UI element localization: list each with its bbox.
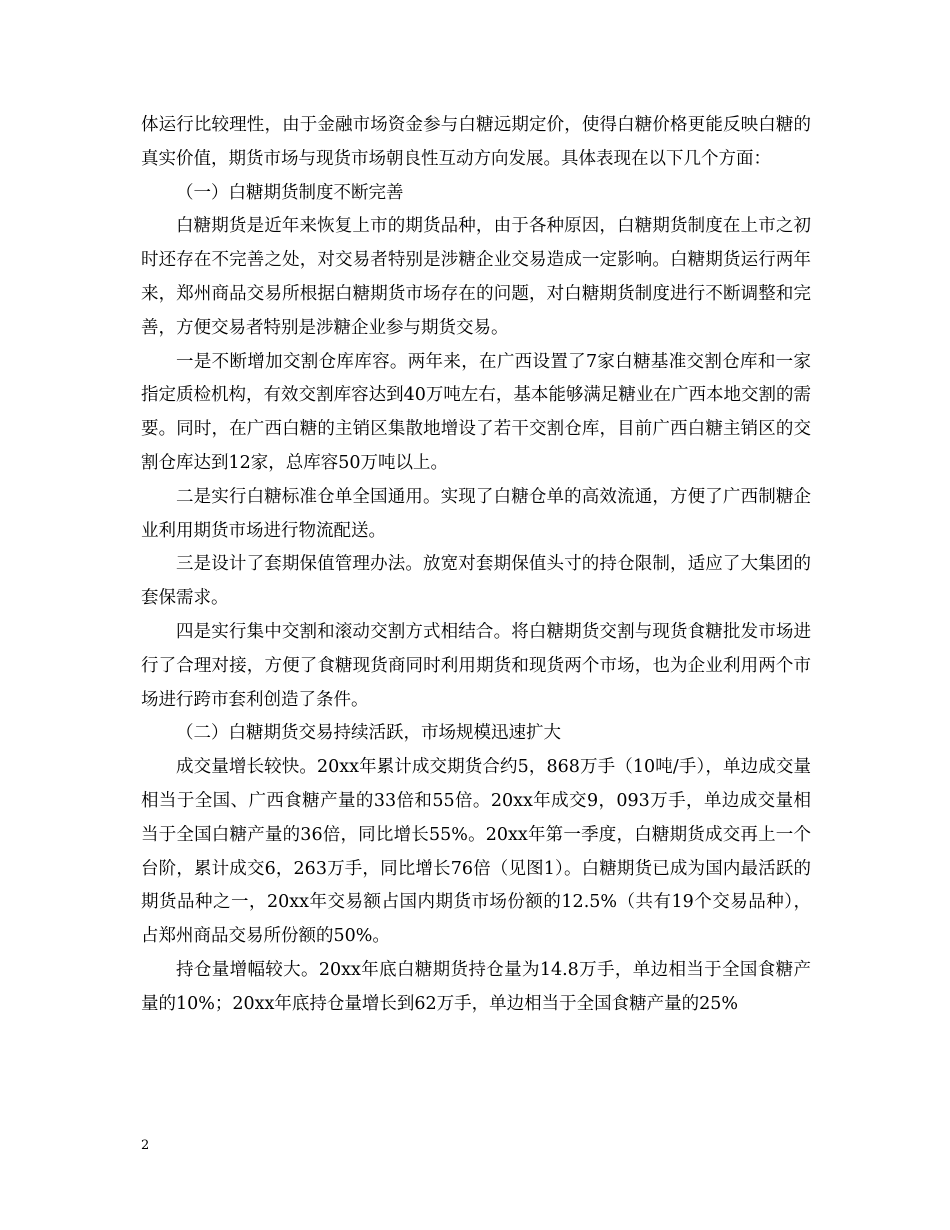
paragraph: 一是不断增加交割仓库库容。两年来，在广西设置了7家白糖基准交割仓库和一家指定质检机构，有效交割库容达到40万吨左右，基本能够满足糖业在广西本地交割的需要。同时，在广西白糖的主销区集散地增设了若干交割仓库，目前广西白糖主销区的交割仓库达到12家，总库容50万吨以上。	[141, 351, 811, 473]
paragraph: 二是实行白糖标准仓单全国通用。实现了白糖仓单的高效流通，方便了广西制糖企业利用期货市场进行物流配送。	[141, 486, 811, 541]
paragraph: 白糖期货是近年来恢复上市的期货品种，由于各种原因，白糖期货制度在上市之初时还存在不完善之处，对交易者特别是涉糖企业交易造成一定影响。白糖期货运行两年来，郑州商品交易所根据白糖期货市场存在的问题，对白糖期货制度进行不断调整和完善，方便交易者特别是涉糖企业参与期货交易。	[141, 216, 811, 338]
paragraph: 四是实行集中交割和滚动交割方式相结合。将白糖期货交割与现货食糖批发市场进行了合理对接，方便了食糖现货商同时利用期货和现货两个市场，也为企业利用两个市场进行跨市套利创造了条件。	[141, 621, 811, 710]
paragraph: 成交量增长较快。20xx年累计成交期货合约5，868万手（10吨/手），单边成交量相当于全国、广西食糖产量的33倍和55倍。20xx年成交9，093万手，单边成交量相当于全国白糖产量的36倍，同比增长55%。20xx年第一季度，白糖期货成交再上一个台阶，累计成交6，263万手，同比增长76倍（见图1）。白糖期货已成为国内最活跃的期货品种之一，20xx年交易额占国内期货市场份额的12.5%（共有19个交易品种），占郑州商品交易所份额的50%。	[141, 757, 811, 947]
page-number: 2	[141, 1138, 150, 1153]
paragraph: 三是设计了套期保值管理办法。放宽对套期保值头寸的持仓限制，适应了大集团的套保需求。	[141, 554, 811, 609]
section-heading-1: （一）白糖期货制度不断完善	[176, 182, 404, 203]
paragraph-continued: 体运行比较理性，由于金融市场资金参与白糖远期定价，使得白糖价格更能反映白糖的真实价值，期货市场与现货市场朝良性互动方向发展。具体表现在以下几个方面：	[141, 115, 811, 169]
paragraph: 持仓量增幅较大。20xx年底白糖期货持仓量为14.8万手，单边相当于全国食糖产量的10%；20xx年底持仓量增长到62万手，单边相当于全国食糖产量的25%	[141, 959, 811, 1014]
section-heading-2: （二）白糖期货交易持续活跃，市场规模迅速扩大	[176, 723, 561, 744]
body-text	[141, 109, 811, 1022]
